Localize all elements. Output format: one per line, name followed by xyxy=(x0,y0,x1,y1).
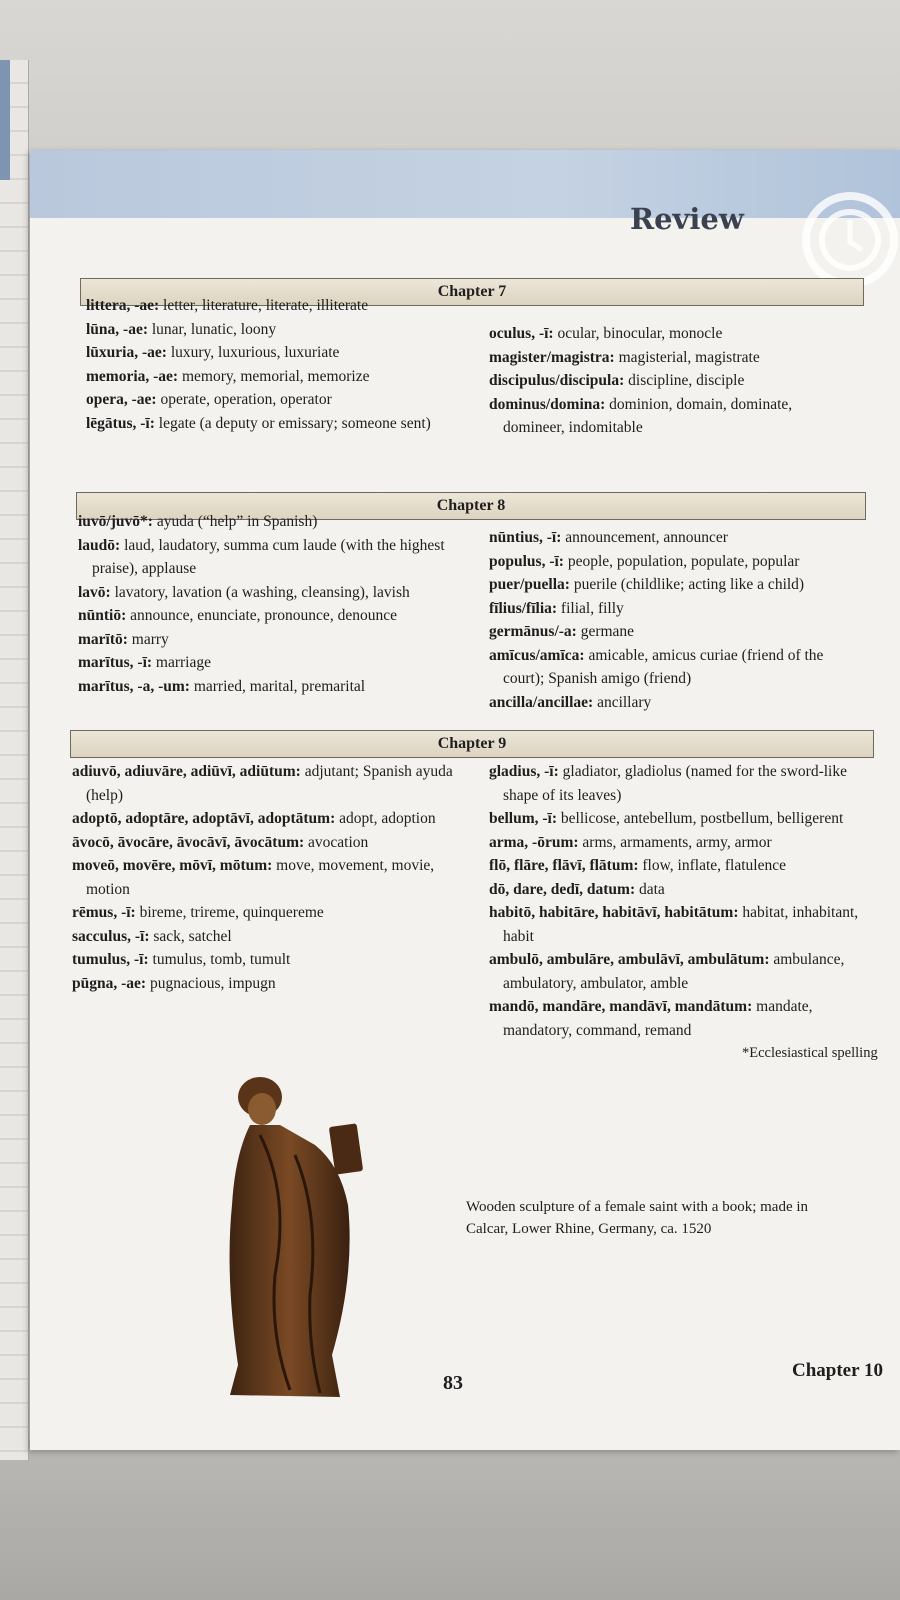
page-title: Review xyxy=(630,202,744,236)
vocab-entry: marītus, -ī: marriage xyxy=(78,654,211,671)
chapter-8-heading: Chapter 8 xyxy=(76,492,866,520)
vocab-entry: dō, dare, dedī, datum: data xyxy=(489,880,665,898)
vocab-entry: lavō: lavatory, lavation (a washing, cleansing), lavish xyxy=(78,583,410,601)
vocab-entry: fīlius/fīlia: filial, filly xyxy=(489,599,624,617)
vocab-entry: memoria, -ae: memory, memorial, memorize xyxy=(86,367,370,385)
vocab-entry: arma, -ōrum: arms, armaments, army, armor xyxy=(489,833,772,851)
chapter-9-heading: Chapter 9 xyxy=(70,730,874,758)
vocab-entry: ancilla/ancillae: ancillary xyxy=(489,693,652,711)
vocab-entry: sacculus, -ī: sack, satchel xyxy=(72,927,232,945)
chapter-7-right-column xyxy=(489,322,849,440)
vocab-entry: littera, -ae: letter, literature, literate, illiterate xyxy=(86,297,369,314)
vocab-entry: iuvō/juvō*: ayuda (“help” in Spanish) xyxy=(78,513,318,530)
chapter-emblem-icon xyxy=(800,190,900,290)
vocab-entry: discipulus/discipula: discipline, disciple xyxy=(489,372,745,389)
vocab-entry: adoptō, adoptāre, adoptāvī, adoptātum: adopt, adoption xyxy=(72,810,436,827)
vocab-entry: nūntiō: announce, enunciate, pronounce, denounce xyxy=(78,607,397,624)
vocab-entry: adiuvō, adiuvāre, adiūvī, adiūtum: adjutant; Spanish ayuda (help) xyxy=(72,763,453,804)
vocab-entry: moveō, movēre, mōvī, mōtum: move, movement, movie, motion xyxy=(72,857,435,898)
vocab-entry: opera, -ae: operate, operation, operator xyxy=(86,391,332,408)
footnote: *Ecclesiastical spelling xyxy=(742,1045,878,1061)
vocab-entry: laudō: laud, laudatory, summa cum laude (with the highest praise), applause xyxy=(78,536,445,577)
vocab-entry: marītus, -a, -um: married, marital, premarital xyxy=(78,677,366,695)
chapter-7-left-column xyxy=(86,294,486,435)
vocab-entry: bellum, -ī: bellicose, antebellum, postbellum, belligerent xyxy=(489,810,844,827)
page-header-band xyxy=(30,150,900,218)
vocab-entry: magister/magistra: magisterial, magistrate xyxy=(489,348,760,366)
vocab-entry: nūntius, -ī: announcement, announcer xyxy=(489,529,728,546)
vocab-entry: gladius, -ī: gladiator, gladiolus (named for the sword-like shape of its leaves) xyxy=(489,763,847,804)
vocab-entry: dominus/domina: dominion, domain, dominate, domineer, indomitable xyxy=(489,395,793,436)
vocab-entry: marītō: marry xyxy=(78,630,169,648)
vocab-entry: populus, -ī: people, population, populate, popular xyxy=(489,552,800,570)
vocab-entry: habitō, habitāre, habitāvī, habitātum: habitat, inhabitant, habit xyxy=(489,904,859,945)
vocab-entry: oculus, -ī: ocular, binocular, monocle xyxy=(489,325,723,342)
vocab-entry: ambulō, ambulāre, ambulāvī, ambulātum: ambulance, ambulatory, ambulator, amble xyxy=(489,951,845,992)
vocab-entry: lūxuria, -ae: luxury, luxurious, luxuriate xyxy=(86,344,340,361)
vocab-entry: puer/puella: puerile (childlike; acting like a child) xyxy=(489,576,805,593)
vocab-entry: tumulus, -ī: tumulus, tomb, tumult xyxy=(72,951,291,968)
book-page-edges xyxy=(0,60,29,1460)
chapter-9-left-column xyxy=(72,760,477,995)
vocab-entry: germānus/-a: germane xyxy=(489,623,635,640)
vocab-entry: pūgna, -ae: pugnacious, impugn xyxy=(72,974,276,992)
vocab-entry: lēgātus, -ī: legate (a deputy or emissary; someone sent) xyxy=(86,414,431,432)
chapter-8-right-column xyxy=(489,526,864,714)
image-caption: Wooden sculpture of a female saint with a book; made in Calcar, Lower Rhine, Germany, ca. 1520 xyxy=(466,1199,809,1237)
chapter-7-heading: Chapter 7 xyxy=(80,278,864,306)
sculpture-image xyxy=(220,1075,370,1405)
vocab-entry: lūna, -ae: lunar, lunatic, loony xyxy=(86,320,277,338)
vocab-entry: āvocō, āvocāre, āvocāvī, āvocātum: avocation xyxy=(72,833,369,851)
next-chapter-label: Chapter 10 xyxy=(792,1360,883,1381)
vocab-entry: rēmus, -ī: bireme, trireme, quinquereme xyxy=(72,904,324,921)
background-desk-bottom xyxy=(0,1440,900,1600)
vocab-entry: flō, flāre, flāvī, flātum: flow, inflate, flatulence xyxy=(489,857,786,874)
chapter-9-right-column xyxy=(489,760,874,1042)
chapter-8-left-column xyxy=(78,510,478,698)
vocab-entry: amīcus/amīca: amicable, amicus curiae (friend of the court); Spanish amigo (friend) xyxy=(489,646,824,687)
vocab-entry: mandō, mandāre, mandāvī, mandātum: mandate, mandatory, command, remand xyxy=(489,998,813,1039)
page-number: 83 xyxy=(443,1372,463,1394)
